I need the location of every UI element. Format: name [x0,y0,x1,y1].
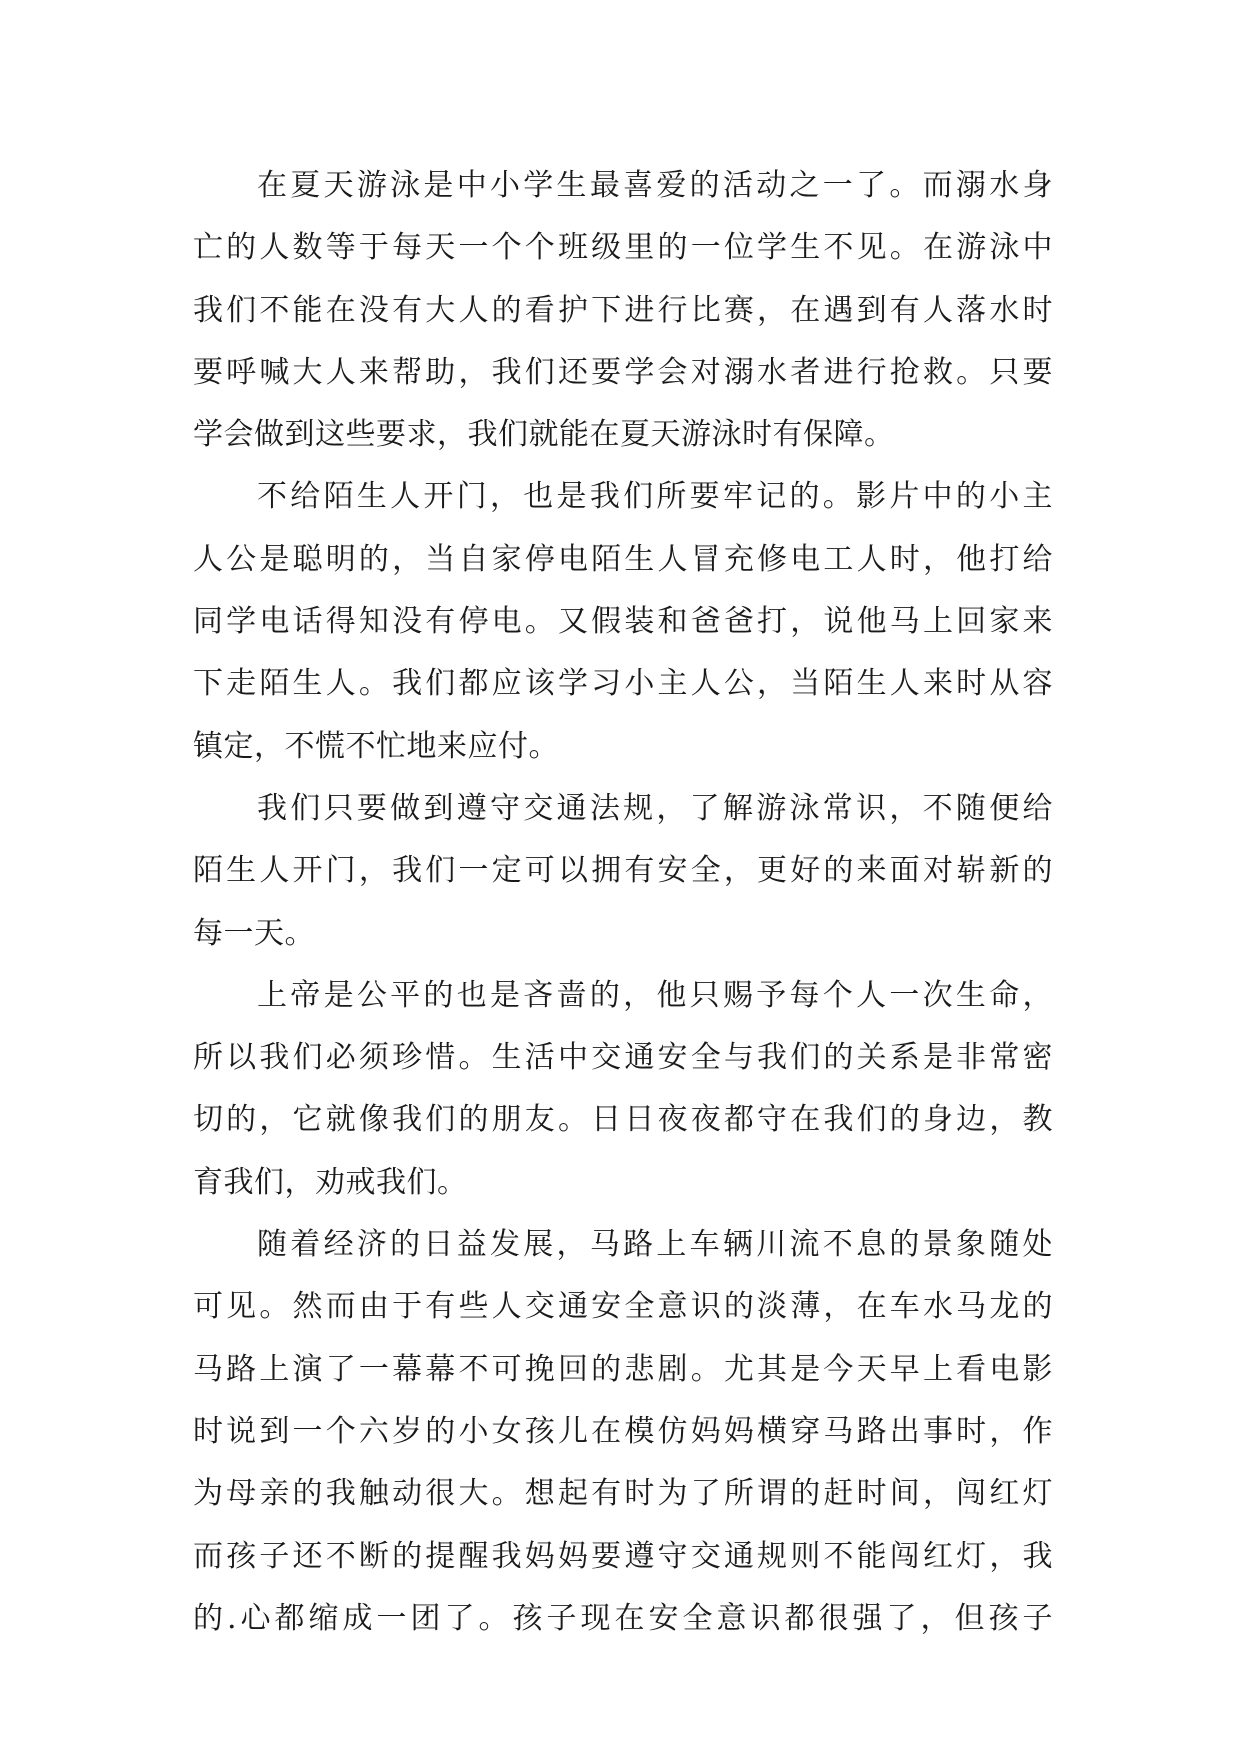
text-line: 在夏天游泳是中小学生最喜爱的活动之一了。而溺水身 [257,168,1053,203]
text-line: 要呼喊大人来帮助，我们还要学会对溺水者进行抢救。只要 [193,354,1053,390]
text-line: 时说到一个六岁的小女孩儿在模仿妈妈横穿马路出事时，作 [193,1413,1053,1449]
text-line: 而孩子还不断的提醒我妈妈要遵守交通规则不能闯红灯，我 [193,1538,1053,1574]
text-line: 上帝是公平的也是吝啬的，他只赐予每个人一次生命， [257,977,1053,1013]
text-line: 镇定，不慌不忙地来应付。 [193,728,559,764]
text-line: 我们只要做到遵守交通法规，了解游泳常识，不随便给 [257,790,1053,826]
text-line: 马路上演了一幕幕不可挽回的悲剧。尤其是今天早上看电影 [193,1351,1053,1387]
paragraph-summary [193,778,1053,965]
paragraph-stranger-safety [193,466,1053,777]
text-line: 亡的人数等于每天一个个班级里的一位学生不见。在游泳中 [193,230,1053,266]
text-line: 切的，它就像我们的朋友。日日夜夜都守在我们的身边，教 [193,1102,1053,1138]
text-line: 每一天。 [193,915,315,951]
document-body [193,155,1053,1650]
text-line: 可见。然而由于有些人交通安全意识的淡薄，在车水马龙的 [193,1289,1053,1325]
text-line: 的.心都缩成一团了。孩子现在安全意识都很强了，但孩子 [193,1600,1053,1636]
text-line: 同学电话得知没有停电。又假装和爸爸打，说他马上回家来 [193,604,1053,640]
text-line: 为母亲的我触动很大。想起有时为了所谓的赶时间，闯红灯 [193,1476,1053,1512]
text-line: 不给陌生人开门，也是我们所要牢记的。影片中的小主 [257,479,1053,515]
paragraph-traffic-reflection [193,1214,1053,1650]
text-line: 人公是聪明的，当自家停电陌生人冒充修电工人时，他打给 [193,541,1053,577]
text-line: 下走陌生人。我们都应该学习小主人公，当陌生人来时从容 [193,666,1053,702]
paragraph-swimming-safety [193,155,1053,466]
text-line: 所以我们必须珍惜。生活中交通安全与我们的关系是非常密 [193,1040,1053,1076]
text-line: 育我们，劝戒我们。 [193,1164,468,1200]
text-line: 随着经济的日益发展，马路上车辆川流不息的景象随处 [257,1227,1053,1263]
text-line: 学会做到这些要求，我们就能在夏天游泳时有保障。 [193,417,895,453]
paragraph-traffic-safety [193,965,1053,1214]
text-line: 陌生人开门，我们一定可以拥有安全，更好的来面对崭新的 [193,853,1053,889]
text-line: 我们不能在没有大人的看护下进行比赛，在遇到有人落水时 [193,292,1053,328]
